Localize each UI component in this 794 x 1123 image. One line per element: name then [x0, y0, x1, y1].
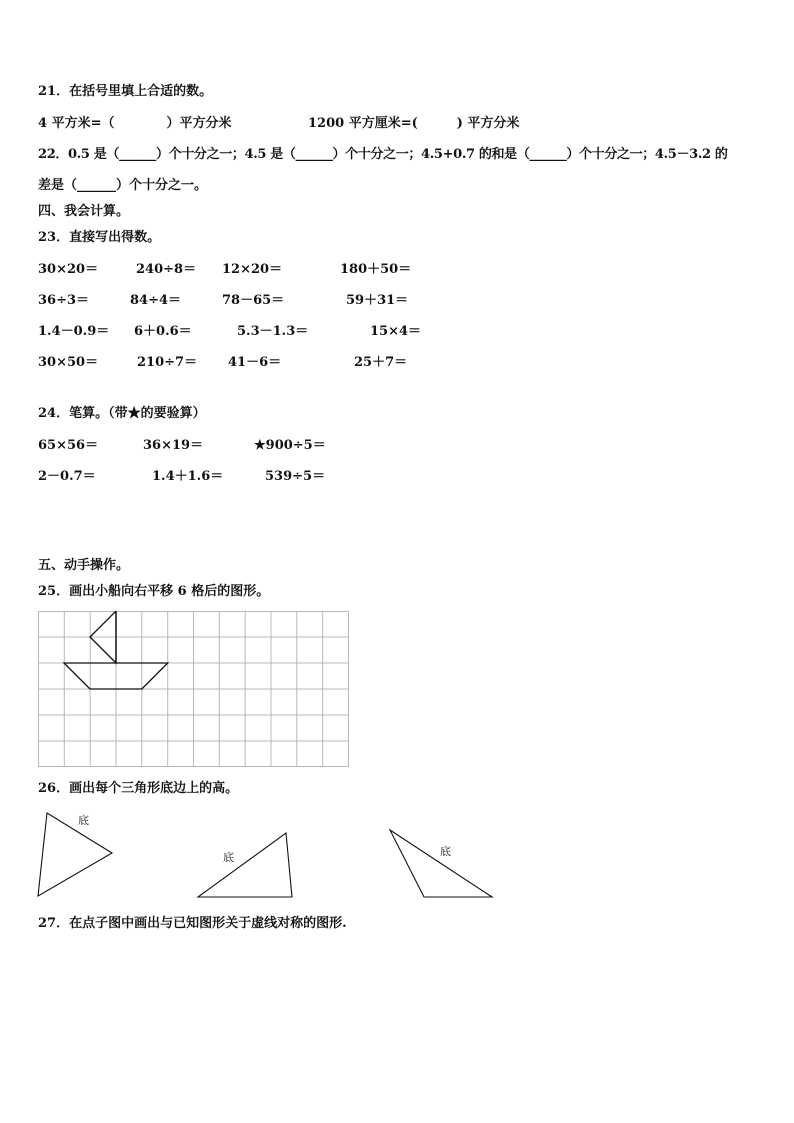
q25-title: 25．画出小船向右平移 6 格后的图形。: [38, 584, 270, 599]
q24-r1-c3: ★900÷5＝: [254, 438, 326, 453]
q23-r4-c3: 41－6＝: [228, 355, 282, 370]
q21-item-1: 4 平方米=（ ）平方分米: [38, 116, 232, 131]
q27-title: 27．在点子图中画出与已知图形关于虚线对称的图形.: [38, 916, 347, 931]
q23-r3-c1: 1.4－0.9＝: [38, 324, 110, 339]
q23-r4-c2: 210÷7＝: [137, 355, 198, 370]
q24-r2-c1: 2－0.7＝: [38, 469, 96, 484]
q21-item-2: 1200 平方厘米=( ) 平方分米: [308, 116, 520, 131]
triangle-2-base-label: 底: [223, 851, 234, 864]
q22-line-1: 22．0.5 是（______）个十分之一；4.5 是（______）个十分之一；4.5+0.7 的和是（______）个十分之一；4.5－3.2 的: [38, 147, 728, 162]
q23-r2-c2: 84÷4＝: [130, 293, 182, 308]
q24-r2-c3: 539÷5＝: [265, 469, 326, 484]
q24-r1-c1: 65×56＝: [38, 438, 99, 453]
q23-r1-c1: 30×20＝: [38, 262, 99, 277]
triangle-2: [198, 833, 292, 897]
triangle-1-base-label: 底: [78, 814, 89, 827]
q23-r4-c1: 30×50＝: [38, 355, 99, 370]
q23-r3-c2: 6＋0.6＝: [134, 324, 192, 339]
q24-r2-c2: 1.4＋1.6＝: [152, 469, 224, 484]
q23-r3-c3: 5.3－1.3＝: [237, 324, 309, 339]
q21-title: 21．在括号里填上合适的数。: [38, 84, 213, 99]
q24-title: 24．笔算。（带★的要验算）: [38, 406, 206, 421]
grid-lines: [38, 611, 349, 767]
q26-triangles-figure: [30, 806, 500, 902]
q23-r1-c2: 240÷8＝: [136, 262, 197, 277]
triangle-3-base-label: 底: [440, 845, 451, 858]
section-5-heading: 五、动手操作。: [38, 558, 130, 573]
q26-title: 26．画出每个三角形底边上的高。: [38, 781, 239, 796]
q23-title: 23．直接写出得数。: [38, 230, 161, 245]
triangle-3: [390, 830, 492, 897]
q23-r1-c3: 12×20＝: [222, 262, 283, 277]
q23-r2-c4: 59＋31＝: [346, 293, 409, 308]
q22-line-2: 差是（______）个十分之一。: [38, 178, 208, 193]
q23-r3-c4: 15×4＝: [370, 324, 422, 339]
q23-r4-c4: 25＋7＝: [354, 355, 408, 370]
q23-r2-c3: 78－65＝: [222, 293, 285, 308]
q24-r1-c2: 36×19＝: [143, 438, 204, 453]
q25-grid-figure: [38, 611, 350, 769]
q23-r1-c4: 180＋50＝: [340, 262, 412, 277]
section-4-heading: 四、我会计算。: [38, 204, 130, 219]
q23-r2-c1: 36÷3＝: [38, 293, 90, 308]
triangle-1: [38, 813, 112, 896]
